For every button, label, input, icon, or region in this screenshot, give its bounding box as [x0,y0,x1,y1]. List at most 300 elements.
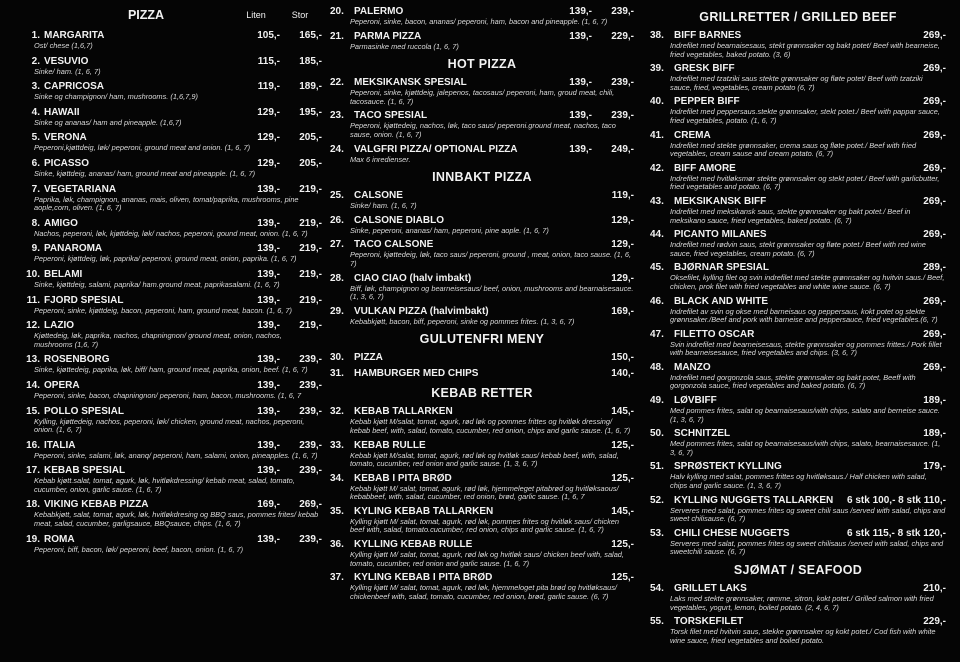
item-name: GRILLET LAKS [674,583,747,594]
item-description: Med pommes frites, salat og bearnaisesaus/with chips, salato, bearnaisesauce. (1, 3, 6, 7) [670,439,941,457]
menu-item [650,229,946,258]
item-description: Kjøttedeig, løk, paprika, nachos, chapningnon/ ground meat, onion, nachos, mushrooms (1,6, 7) [34,331,282,349]
item-price: 125,- [611,439,634,451]
item-price-large: 165,- [299,30,322,41]
item-name: CALSONE [354,190,403,202]
item-name: PEPPER BIFF [674,96,740,108]
item-description: Kebab kjøtt M/salat, tomat, agurk, rød løk og hvitløk saus/ kebab beef, with, salad, tomato, cucumber, red onion and garlic sause. (1, 3, 6, 7) [350,450,619,469]
item-price-small: 139,- [569,77,592,89]
item-number: 45. [650,262,664,274]
item-price-large: 189,- [299,81,322,93]
item-number: 4. [31,106,40,118]
item-price: 6 stk 115,- 8 stk 120,- [847,527,946,539]
item-name: ITALIA [44,439,76,451]
item-price-large: 269,- [299,499,322,511]
item-description: Sinke og ananas/ ham and pineapple. (1,6,7) [34,117,182,127]
item-number: 14. [26,379,40,391]
item-name: PICASSO [44,157,90,169]
item-name: CHILI CHESE NUGGETS [674,527,790,539]
item-description: Torsk filet med hvitvin saus, stekke grønnsaker og kokt potet./ Cod fish with white wine sauce, fried vegetables and boiled potato. [670,627,936,645]
item-description: Sinke, kjøttedeig, paprika, løk, biff/ ham, ground meat, paprika, onion, beef. (1, 6, 7) [34,365,308,375]
item-number: 9. [31,243,40,255]
menu-item [18,132,322,153]
item-name: ROMA [44,533,75,545]
menu-item-row [650,130,946,142]
menu-item-row [330,352,634,364]
item-description: Sinke/ ham. (1, 6, 7) [350,201,417,211]
item-number: 31. [330,368,344,380]
item-number: 26. [330,214,344,226]
item-price-small: 129,- [257,132,280,144]
item-number: 8. [31,217,40,229]
item-name: BELAMI [44,268,83,280]
item-number: 27. [330,239,344,251]
item-description: Indrefilet med gorgonzola saus, stekte grønnsaker og bakt potet, Beeff with gorgonzola sauce, fried vegetables and baked potato. (6, 7) [670,372,916,391]
item-number: 3. [31,81,40,93]
item-number: 21. [330,30,344,42]
menu-item [330,144,634,165]
menu-item [18,320,322,349]
menu-item [330,572,634,601]
item-price: 125,- [611,539,634,551]
menu-item [18,406,322,435]
item-description: Ost/ chese (1,6,7) [34,41,93,50]
menu-item [650,583,946,612]
item-name: FJORD SPESIAL [44,294,124,306]
item-description: Indrefilet med tzatziki saus stekte grønnsaker og fløte potet/ Beef with tzatziki sauce, fried, vegetables, cream potato (6, 7) [670,74,923,92]
menu-item-row [330,215,634,227]
item-number: 28. [330,272,344,284]
item-name: KEBAB SPESIAL [44,465,126,477]
menu-item-row [18,218,322,230]
item-price-large: 195,- [299,106,322,118]
item-name: GRESK BIFF [674,63,735,75]
item-number: 24. [330,143,344,155]
menu-item-row [650,495,946,507]
item-price: 125,- [611,572,634,584]
menu-item-row [330,31,634,43]
item-name: PICANTO MILANES [674,229,767,241]
menu-item [18,56,322,77]
item-name: VIKING KEBAB PIZZA [44,499,149,511]
item-price: 269,- [923,162,946,174]
pizza-list [18,30,322,554]
menu-item [330,31,634,52]
item-number: 55. [650,616,664,628]
item-description: Sinke, kjøttdeig, salami, paprika/ ham.ground meat, paprikasalami. (1, 6, 7) [34,279,280,289]
item-price: 140,- [611,368,634,380]
menu-item [330,352,634,364]
menu-item [650,30,946,59]
item-price-small: 139,- [257,243,280,255]
item-price-small: 139,- [257,294,280,306]
item-number: 36. [330,539,344,551]
item-name: VULKAN PIZZA (halvimbakt) [354,305,489,317]
menu-item [650,395,946,424]
item-price: 189,- [923,395,946,407]
item-number: 29. [330,305,344,317]
menu-item [650,296,946,325]
item-number: 39. [650,63,664,75]
item-price: 269,- [923,295,946,307]
item-number: 43. [650,195,664,207]
item-name: MEKSIKANSK SPESIAL [354,77,467,89]
item-price: 150,- [611,352,634,364]
item-description: Indrefilet med stekte grønnsaker, crema saus og fløte potet./ Beef with fried vegetables, cream sause and cream potato. (6, 7) [670,140,917,159]
item-price: 269,- [923,229,946,241]
menu-item [330,215,634,236]
item-number: 15. [26,405,40,417]
menu-item-row [330,273,634,285]
right-column [650,0,946,662]
item-price: 210,- [923,583,946,594]
item-description: Paprika, løk, champignon, ananas, mais, oliven, tomat/paprika, mushrooms, pine aople,corn, oliven. (1, 6, 7) [34,194,299,213]
item-number: 20. [330,6,344,17]
menu-item [18,465,322,494]
item-price-large: 239,- [299,405,322,417]
item-name: PANAROMA [44,243,103,255]
item-number: 32. [330,406,344,418]
item-price-small: 139,- [257,217,280,229]
item-price-small: 139,- [569,110,592,122]
item-description: Kebab kjøtt M/ salat, tomat, agurk, rød løk, hjemmeleget pitabrød og hvitløksaous/ kebabbeef, with, salad, cucumber, red onion, brød, garlic sause. (1, 6, 7 [350,483,619,502]
item-price-small: 139,- [257,268,280,280]
item-number: 17. [26,465,40,477]
item-description: Kylling, kjøttedeig, nachos, peperoni, løk/ chicken, ground meat, nachos, peperoni, onion. (1, 6, 7) [34,416,305,435]
menu-item [650,495,946,524]
item-name: SCHNITZEL [674,428,731,440]
item-price-large: 219,- [299,320,322,332]
item-price: 129,- [611,214,634,226]
item-description: Peperoni, sinke, bacon, ananas/ peperoni, ham, bacon and pineapple. (1, 6, 7) [350,17,608,26]
item-number: 49. [650,395,664,407]
item-price: 269,- [923,361,946,373]
item-price: 269,- [923,195,946,207]
item-name: VEGETARIANA [44,183,117,195]
item-price-small: 139,- [257,439,280,451]
item-number: 34. [330,472,344,484]
menu-item [650,461,946,490]
section-title-grill: GRILLRETTER / GRILLED BEEF [699,10,897,24]
menu-item [650,63,946,92]
item-name: BLACK AND WHITE [674,295,769,307]
item-number: 53. [650,527,664,539]
menu-item [330,440,634,469]
menu-item [330,110,634,139]
item-number: 10. [26,268,40,280]
item-name: KEBAB I PITA BRØD [354,472,452,484]
menu-item [650,196,946,225]
hot-pizza-list [330,77,634,164]
item-price: 189,- [923,428,946,440]
item-description: Nachos, peperoni, løk, kjøttdeig, løk/ nachos, peperoni, gound meat, onion. (1, 6, 7) [34,228,308,238]
menu-item [650,428,946,457]
menu-item [18,243,322,264]
item-number: 7. [31,183,40,195]
item-number: 22. [330,77,344,89]
menu-item [18,184,322,213]
menu-item [330,190,634,211]
item-number: 33. [330,439,344,451]
item-name: PIZZA [354,352,383,364]
item-name: CAPRICOSA [44,81,105,93]
menu-item-row [650,296,946,308]
item-price-small: 139,- [569,143,592,155]
item-price: 145,- [611,505,634,517]
item-price: 269,- [923,328,946,340]
item-price: 179,- [923,461,946,473]
section-title-seafood: SJØMAT / SEAFOOD [733,563,863,577]
item-name: TACO SPESIAL [354,110,428,122]
menu-item [330,306,634,327]
menu-item [18,354,322,375]
item-name: KYLLING KEBAB RULLE [354,539,473,551]
item-name: CREMA [674,129,711,141]
item-name: POLLO SPESIAL [44,405,125,417]
grill-list [650,30,946,557]
item-description: Oksefilet, kylling filet og svin indrefilet med stekte grønnsaker og hvitvin saus./ Beef, chicken, prok filet with fried vegetables and white wine sauce. (6, 7) [670,273,945,291]
item-description: Max 6 inredienser. [350,154,411,164]
gluten-free-list [330,352,634,380]
item-description: Peperoni, sinke, kjøttdeig, bacon, peperoni, ham, ground meat, bacon. (1, 6, 7) [34,305,293,315]
menu-item [650,262,946,291]
item-name: MARGARITA [44,30,105,41]
item-name: TACO CALSONE [354,239,434,251]
pizza-list-continued [330,6,634,51]
item-description: Kylling kjøtt M/ salat, tomat, agurk, rød løk og hvitløk saus/ chicken beef with, salad, tomato, cucumber, red onion and garlic sause. (1, 6, 7) [350,550,624,568]
item-description: Peperoni, biff, bacon, løk/ peperoni, beef, bacon, onion. (1, 6, 7) [34,544,244,554]
item-description: Indrefilet med bearnaisesaus, stekt grønnsaker og bakt potet/ Beef with bearneise, fried vegetables, baked potato. (3, 6) [670,41,940,59]
item-name: VERONA [44,132,87,144]
menu-item [18,107,322,128]
item-name: TORSKEFILET [674,616,744,628]
item-price: 289,- [923,262,946,274]
item-price: 269,- [923,129,946,141]
menu-item [330,539,634,568]
item-name: PALERMO [354,6,404,17]
size-large-label: Stor [291,10,309,20]
item-number: 40. [650,96,664,108]
item-name: MEKSIKANSK BIFF [674,195,767,207]
menu-item-row [650,163,946,175]
item-price-small: 139,- [257,533,280,545]
menu-item [18,269,322,290]
item-number: 50. [650,428,664,440]
item-price: 229,- [923,616,946,628]
item-price-large: 239,- [611,77,634,89]
menu-item-row [18,534,322,546]
item-price-large: 205,- [299,132,322,144]
item-number: 47. [650,328,664,340]
item-description: Biff, løk, champignon og bearneisesaus/ beef, onion, mushrooms and bearnaisesauce. (1, 3, 6, 7) [350,283,634,302]
menu-item-row [18,440,322,452]
item-name: KYLING KEBAB I PITA BRØD [354,572,493,584]
section-title-hot-pizza: HOT PIZZA [447,57,517,72]
item-description: Indrefilet med peppersaus.stekte grønnsaker, stekt potet./ Beef with pappar sauce, fried vegetables, potato. (1, 6, 7) [670,107,940,125]
item-price: 129,- [611,239,634,251]
menu-item [18,30,322,51]
menu-item [18,380,322,401]
item-number: 19. [26,533,40,545]
item-name: HAWAII [44,106,80,118]
item-price: 119,- [611,190,634,202]
item-description: Kylling kjøtt M/ salat, tomat, agurk, rød løk, hjemmeloget pita brød og hvitløksaus/ chickenbeef with, salad, tomato, cucumber, red onion, brød, garlic sause. (6, 7) [350,583,617,601]
menu-item-row [18,406,322,418]
item-price-large: 239,- [611,6,634,17]
item-description: Indrefilet med rødvin saus, stekt grønnsaker og fløte potet./ Beef with red wine sauce, fried vegetables, cream potato. (6, 7) [670,240,926,258]
item-price-small: 129,- [257,106,280,118]
menu-item-row [330,144,634,156]
item-name: MANZO [674,361,711,373]
item-name: BIFF AMORE [674,162,736,174]
item-number: 13. [26,354,40,366]
item-description: Kebab kjøtt M/salat, tomat, agurk, rød løk og pommes frittes og hvitløk dressing/ kebab beef, with, salad, tomato, cucumber, red onion, chips and garlic sause. (1, 6, 7) [350,417,631,435]
item-price-small: 169,- [257,499,280,511]
item-price-small: 119,- [257,81,280,93]
item-description: Kebabkjøtt, bacon, biff, peperoni, sinke og pommes frites. (1, 3, 6, 7) [350,316,575,326]
item-description: Kylling kjøtt M/ salat, tomat, agurk, rød løk, pommes frites og hvitløk saus/ chicken beef with, salad, tomato.cucumber, red onion, chips and garlic sause. (1, 6, 7) [350,516,620,535]
menu-item [650,528,946,557]
menu-item-row [650,528,946,540]
item-name: KEBAB RULLE [354,439,426,451]
item-description: Halv kylling med salat, pommes frittes og hvitløksaus./ Half chicken with salad, chips and garlic sauce. (1, 3, 6, 7) [670,472,927,491]
item-number: 6. [31,157,40,169]
item-number: 42. [650,162,664,174]
item-name: LAZIO [44,320,74,332]
item-description: Indrefilet av svin og okse med barneisaus og peppersaus, kokt potet og stekte grønnsaker./Beef and pork with barneise and peppersauce, fried vegetables.(6, 7) [670,306,938,325]
item-number: 5. [31,132,40,144]
item-description: Peperoni, sinke, salami, løk, ananq/ peperoni, ham, salami, onion, pineapples. (1, 6, 7) [34,450,318,460]
menu-item-row [18,295,322,307]
item-price-small: 139,- [257,320,280,332]
menu-item-row [330,368,634,380]
pizza-header [18,8,322,22]
item-name: BIFF BARNES [674,30,742,41]
item-number: 52. [650,494,664,506]
item-name: KYLING KEBAB TALLARKEN [354,505,494,517]
item-name: LØVBIFF [674,395,717,407]
menu-item-row [330,473,634,485]
item-price-large: 239,- [299,379,322,391]
menu-item [330,273,634,302]
item-name: OPERA [44,379,80,391]
item-description: Peperoni, sinke, kjøttdeig, jalepenos, tacosaus/ peperoni, ham, groud meat, chili, tacosauce. (1, 6, 7) [350,88,615,106]
item-price: 269,- [923,96,946,108]
item-description: Indrefilet med meksikansk saus, stekte grønnsaker og bakt potet./ Beef in meksikano sauce, fried vegetables, baked potato. (6, 7) [670,206,911,225]
item-price-small: 115,- [257,55,280,67]
item-number: 44. [650,229,664,241]
section-title-baked-pizza: INNBAKT PIZZA [432,170,532,185]
item-description: Sinke/ ham. (1, 6, 7) [34,66,101,76]
menu-item [330,77,634,106]
item-description: Med pommes frites, salat og bearnaisesaus/with chips, salato and berneise sauce. (1, 3, 6, 7) [670,406,940,424]
size-small-label: Liten [246,10,266,20]
item-number: 48. [650,361,664,373]
middle-column [330,0,634,662]
item-price-small: 139,- [569,30,592,42]
item-price-large: 219,- [299,217,322,229]
menu-item [650,362,946,391]
item-price-small: 139,- [569,6,592,17]
menu-item [330,506,634,535]
item-price-large: 239,- [299,533,322,545]
item-price: 6 stk 100,- 8 stk 110,- [847,494,946,506]
item-number: 41. [650,129,664,141]
item-number: 1. [31,30,40,41]
menu-item-row [18,184,322,196]
section-title-gluten-free: GULUTENFRI MENY [419,332,545,347]
kebab-list [330,406,634,601]
item-name: HAMBURGER MED CHIPS [354,368,479,380]
item-price-large: 219,- [299,294,322,306]
menu-item [650,96,946,125]
item-description: Peperoni, kjøttdeig, løk, paprika/ peperoni, ground meat, onion, paprika. (1, 6, 7) [34,254,297,264]
item-price-large: 229,- [611,30,634,42]
item-price-small: 139,- [257,183,280,195]
item-number: 25. [330,190,344,202]
item-number: 54. [650,583,664,594]
item-name: VALGFRI PIZZA/ OPTIONAL PIZZA [354,143,518,155]
item-number: 35. [330,505,344,517]
menu-item [18,499,322,528]
seafood-list [650,583,946,645]
menu-item [18,440,322,461]
item-name: AMIGO [44,217,78,229]
item-name: CIAO CIAO (halv imbakt) [354,272,472,284]
menu-item [330,473,634,502]
item-price-large: 219,- [299,183,322,195]
item-description: Peperoni, kjøttedeig, løk, taco saus/ peperoni, ground , meat, onion, taco sause. (1, 6, 7) [350,250,632,268]
item-number: 38. [650,30,664,41]
item-price-small: 129,- [257,157,280,169]
item-description: Kebabkjøtt, salat, tomat, agurk, løk, hvitløkdresing og BBQ saus, pommes frites/ kebab meat, salad, cucumber, garligsauce, BBQsauce, chips. (1, 6, 7) [34,510,319,529]
item-name: KEBAB TALLARKEN [354,406,453,418]
item-description: Sinke, peperoni, ananas/ ham, peperoni, pine aople. (1, 6, 7) [350,225,549,235]
item-price-large: 205,- [299,157,322,169]
item-number: 12. [26,320,40,332]
item-price-large: 239,- [299,354,322,366]
item-name: FILETTO OSCAR [674,328,755,340]
item-price-small: 139,- [257,405,280,417]
section-title-kebab: KEBAB RETTER [431,386,533,401]
item-price-large: 239,- [299,439,322,451]
item-price-large: 219,- [299,243,322,255]
item-number: 30. [330,352,344,364]
item-number: 11. [26,294,40,306]
item-description: Sinke, kjøttdeig, ananas/ ham, ground meat and pineapple. (1, 6, 7) [34,168,256,178]
menu-item [330,406,634,435]
menu-item-row [18,56,322,68]
menu-item [18,158,322,179]
item-number: 18. [26,499,40,511]
item-price: 169,- [611,305,634,317]
item-name: SPRØSTEKT KYLLING [674,461,782,473]
item-price-large: 219,- [299,268,322,280]
item-description: Parmasinke med ruccola (1, 6, 7) [350,41,459,51]
item-number: 51. [650,461,664,473]
menu-item [650,329,946,358]
item-price-small: 139,- [257,465,280,477]
menu-item [330,6,634,27]
item-price: 125,- [611,472,634,484]
menu-item-row [330,440,634,452]
item-price-small: 139,- [257,379,280,391]
item-price: 269,- [923,30,946,41]
item-price-large: 249,- [611,143,634,155]
menu-item-row [650,329,946,341]
menu-item [650,130,946,159]
menu-item [330,239,634,268]
